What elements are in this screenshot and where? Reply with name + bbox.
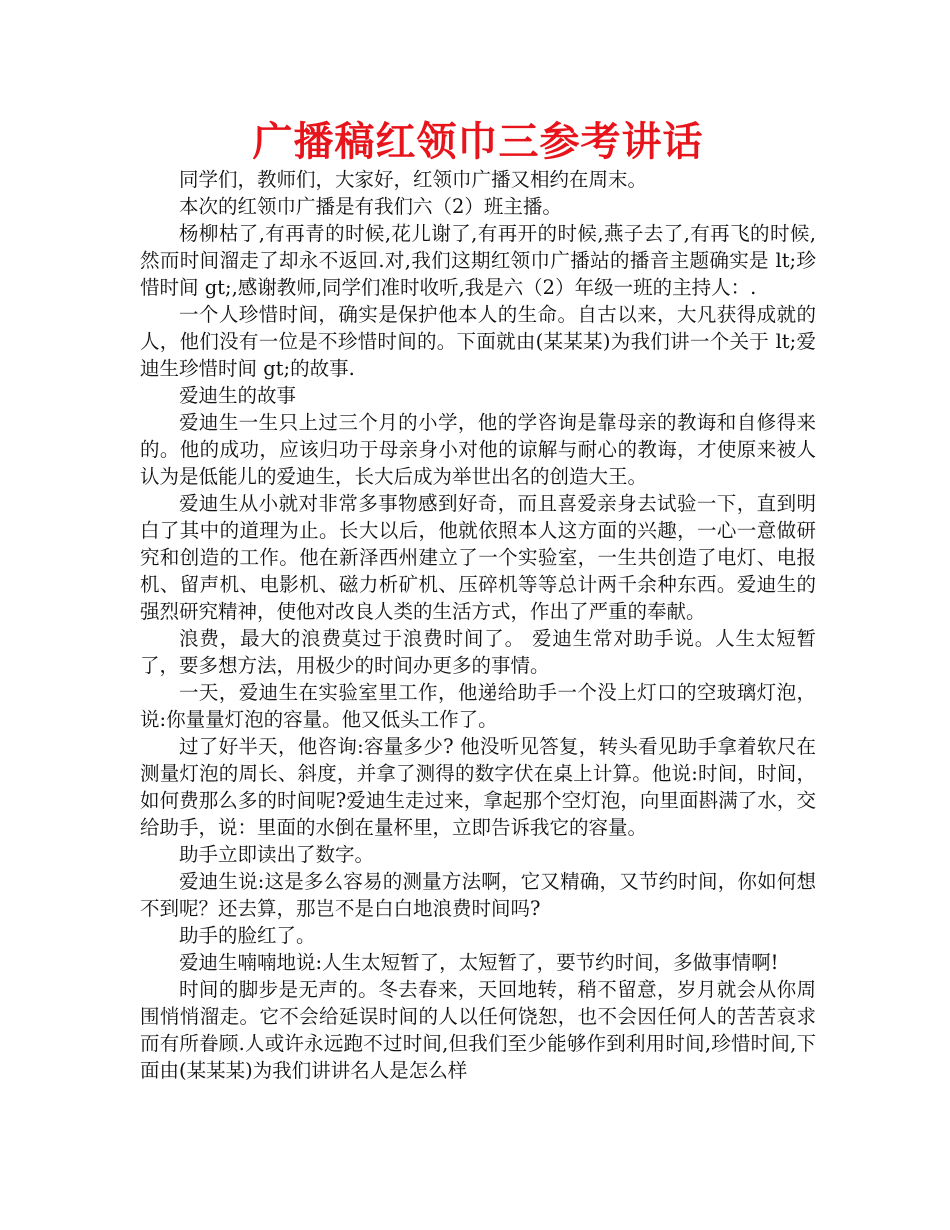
paragraph: 同学们，教师们，大家好，红领巾广播又相约在周末。: [179, 168, 648, 191]
document-title: 广播稿红领巾三参考讲话: [252, 119, 704, 165]
paragraph: 爱迪生一生只上过三个月的小学，他的学咨询是靠母亲的教诲和自修得来的。他的成功，应该归功于母亲身小对他的谅解与耐心的教诲，才使原来被人认为是低能儿的爱迪生，长大后成为举世出名的创造大王。: [140, 411, 816, 488]
paragraph: 助手的脸红了。: [179, 924, 316, 947]
paragraph: 过了好半天，他咨询:容量多少? 他没听见答复，转头看见助手拿着软尺在测量灯泡的周长、斜度，并拿了测得的数字伏在桌上计算。他说:时间，时间，如何费那么多的时间呢?爱迪生走过来，拿起那个空灯泡，向里面斟满了水，交给助手，说：里面的水倒在量杯里，立即告诉我它的容量。: [140, 735, 816, 839]
section-heading: 爱迪生的故事: [179, 384, 297, 407]
paragraph: 助手立即读出了数字。: [179, 843, 375, 866]
paragraph: 一天，爱迪生在实验室里工作，他递给助手一个没上灯口的空玻璃灯泡，说:你量量灯泡的容量。他又低头工作了。: [140, 681, 816, 731]
paragraph: 爱迪生从小就对非常多事物感到好奇，而且喜爱亲身去试验一下，直到明白了其中的道理为止。长大以后，他就依照本人这方面的兴趣，一心一意做研究和创造的工作。他在新泽西州建立了一个实验室，一生共创造了电灯、电报机、留声机、电影机、磁力析矿机、压碎机等等总计两千余种东西。爱迪生的强烈研究精神，使他对改良人类的生活方式，作出了严重的奉献。: [140, 492, 816, 623]
paragraph: 时间的脚步是无声的。冬去春来，天回地转，稍不留意，岁月就会从你周围悄悄溜走。它不会给延误时间的人以任何饶恕，也不会因任何人的苦苦哀求而有所眷顾.人或许永远跑不过时间,但我们至少能够作到利用时间,珍惜时间,下面由(某某某)为我们讲讲名人是怎么样: [140, 978, 816, 1082]
document-page: [140, 118, 816, 1084]
document-body: [140, 166, 816, 1084]
paragraph: 浪费，最大的浪费莫过于浪费时间了。 爱迪生常对助手说。人生太短暂了，要多想方法，用极少的时间办更多的事情。: [140, 627, 816, 677]
paragraph: 一个人珍惜时间，确实是保护他本人的生命。自古以来，大凡获得成就的人，他们没有一位是不珍惜时间的。下面就由(某某某)为我们讲一个关于 lt;爱迪生珍惜时间 gt;的故事.: [140, 303, 816, 380]
paragraph: 杨柳枯了,有再青的时候,花儿谢了,有再开的时候,燕子去了,有再飞的时候,然而时间溜走了却永不返回.对,我们这期红领巾广播站的播音主题确实是 lt;珍惜时间 gt;,感谢教师,同学们准时收听,我是六（2）年级一班的主持人：.: [140, 222, 816, 299]
paragraph: 本次的红领巾广播是有我们六（2）班主播。: [179, 195, 562, 218]
paragraph: 爱迪生喃喃地说:人生太短暂了，太短暂了，要节约时间，多做事情啊!: [179, 951, 779, 974]
paragraph: 爱迪生说:这是多么容易的测量方法啊，它又精确，又节约时间，你如何想不到呢？还去算，那岂不是白白地浪费时间吗?: [140, 870, 816, 920]
